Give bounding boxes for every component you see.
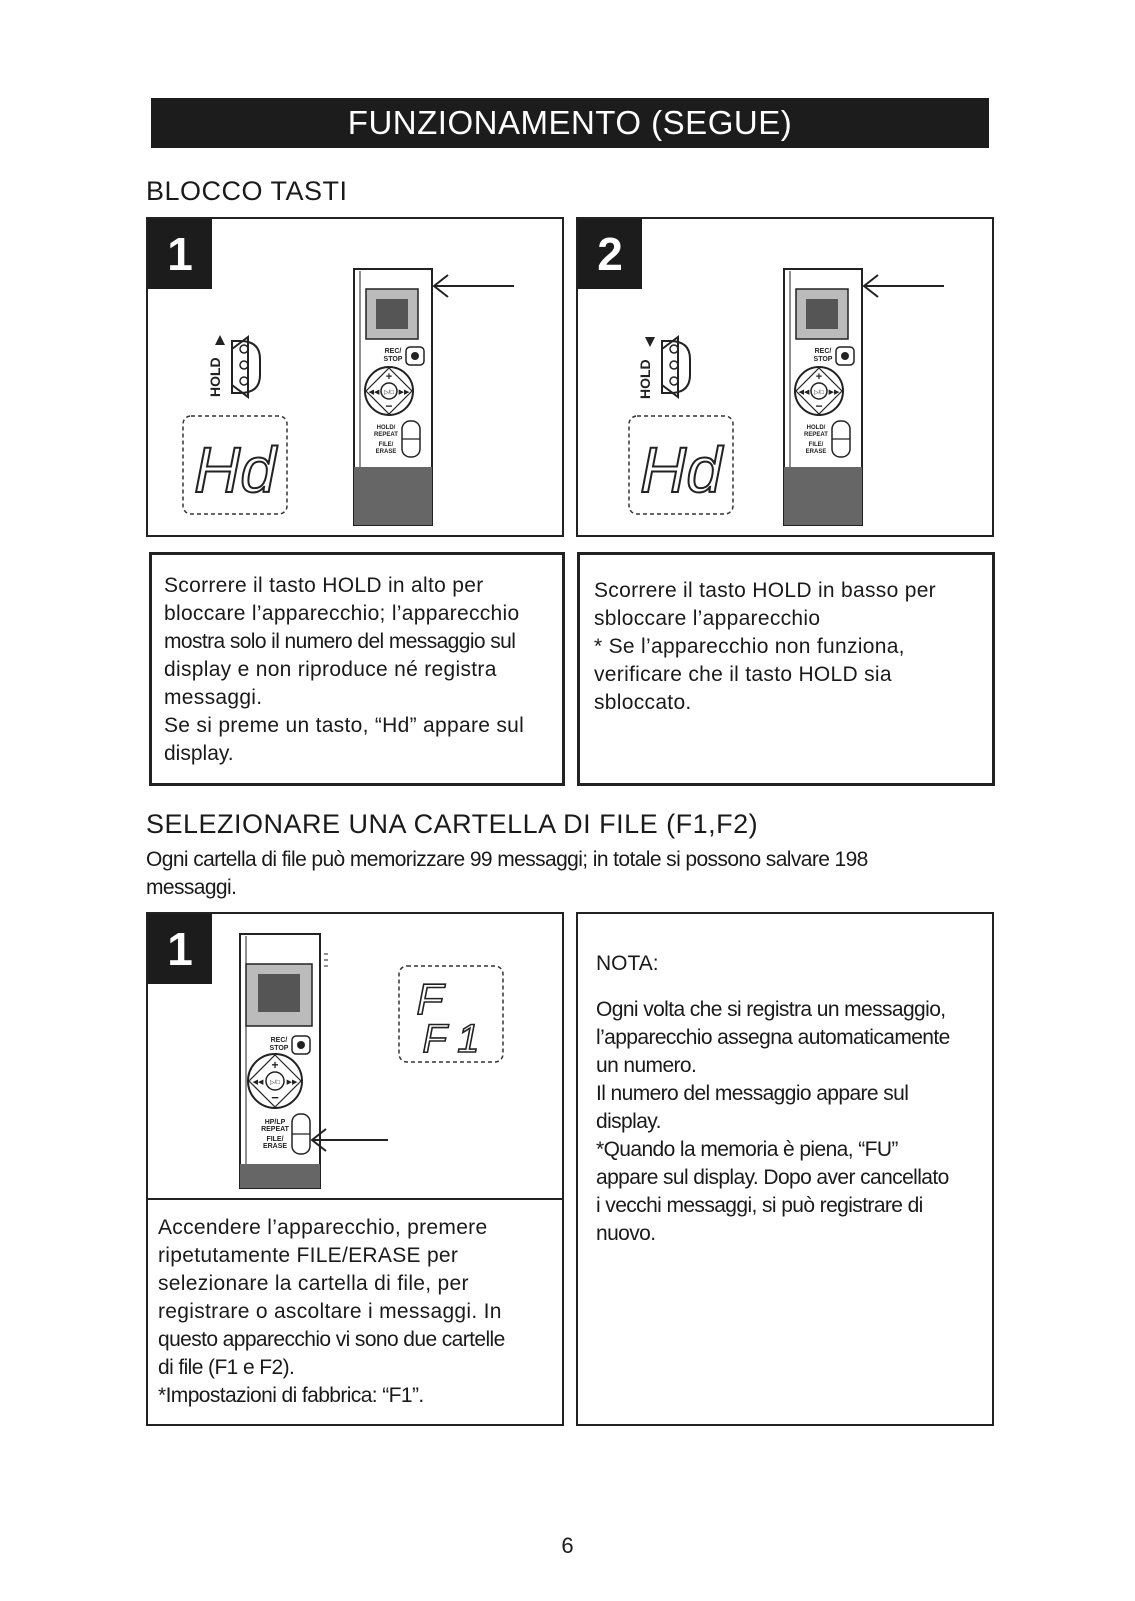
note-line: i vecchi messaggi, si può registrare di bbox=[596, 1194, 923, 1217]
caption-line: *Impostazioni di fabbrica: “F1”. bbox=[158, 1384, 424, 1407]
caption-line: Scorrere il tasto HOLD in basso per bbox=[594, 579, 936, 602]
rec-stop-label-1: REC/ bbox=[270, 1037, 288, 1044]
step-number: 1 bbox=[148, 914, 212, 984]
page-banner: FUNZIONAMENTO (SEGUE) bbox=[151, 98, 989, 148]
hp-lp-label-1: HP/LP bbox=[264, 1119, 286, 1126]
caption-line: mostra solo il numero del messaggio sul bbox=[164, 630, 516, 653]
folder-step1-caption bbox=[158, 1214, 558, 1410]
intro-line: messaggi. bbox=[146, 876, 237, 899]
rec-stop-label-2: STOP bbox=[813, 356, 833, 363]
note-line: *Quando la memoria è piena, “FU” bbox=[596, 1138, 898, 1161]
folder-step1-box bbox=[146, 912, 564, 1426]
next-label: ▶▶ bbox=[286, 1079, 298, 1086]
note-line: nuovo. bbox=[596, 1222, 656, 1245]
caption-line: messaggi. bbox=[164, 686, 263, 709]
next-label: ▶▶ bbox=[828, 389, 840, 396]
play-label: ▷/□ bbox=[384, 390, 394, 396]
lcd-hd-text: Hd bbox=[194, 434, 276, 506]
caption-line: di file (F1 e F2). bbox=[158, 1356, 295, 1379]
file-erase-label-1: FILE/ bbox=[266, 1136, 284, 1143]
file-erase-label-2: ERASE bbox=[375, 449, 397, 455]
lcd-display-f1-icon bbox=[148, 914, 566, 1204]
hold-step2-caption bbox=[577, 552, 995, 786]
caption-line: display. bbox=[164, 742, 234, 765]
plus-label: + bbox=[815, 371, 823, 383]
lcd-f-top: F bbox=[416, 975, 444, 1024]
caption-line: Se si preme un tasto, “Hd” appare sul bbox=[164, 714, 525, 737]
step-number: 1 bbox=[148, 219, 212, 289]
caption-line: selezionare la cartella di file, per bbox=[158, 1272, 469, 1295]
note-line: display. bbox=[596, 1110, 661, 1133]
caption-line: Scorrere il tasto HOLD in alto per bbox=[164, 574, 484, 597]
rec-stop-label-1: REC/ bbox=[814, 348, 832, 355]
caption-line: verificare che il tasto HOLD sia bbox=[594, 663, 892, 686]
lcd-hd-text: Hd bbox=[640, 434, 722, 506]
page-number: 6 bbox=[561, 1533, 574, 1558]
hold-repeat-label-2: REPEAT bbox=[374, 432, 398, 438]
minus-label: − bbox=[271, 1090, 279, 1105]
rec-stop-label-2: STOP bbox=[383, 356, 403, 363]
hold-label: HOLD bbox=[637, 359, 653, 399]
step-number: 2 bbox=[578, 219, 642, 289]
section-heading-selezionare: SELEZIONARE UNA CARTELLA DI FILE (F1,F2) bbox=[146, 809, 759, 839]
prev-label: ◀◀ bbox=[252, 1079, 264, 1086]
caption-line: registrare o ascoltare i messaggi. In bbox=[158, 1300, 502, 1323]
play-label: ▷/□ bbox=[270, 1080, 280, 1086]
prev-label: ◀◀ bbox=[798, 389, 810, 396]
play-label: ▷/□ bbox=[814, 390, 824, 396]
hold-step1-caption bbox=[149, 552, 565, 786]
caption-line: Accendere l’apparecchio, premere bbox=[158, 1216, 488, 1239]
caption-line: * Se l’apparecchio non funziona, bbox=[594, 635, 905, 658]
caption-line: questo apparecchio vi sono due cartelle bbox=[158, 1328, 505, 1351]
note-line: Ogni volta che si registra un messaggio, bbox=[596, 998, 946, 1021]
note-title: NOTA: bbox=[596, 952, 659, 975]
recorder-device-icon bbox=[578, 219, 996, 539]
plus-label: + bbox=[385, 371, 393, 383]
divider bbox=[148, 1198, 562, 1200]
note-line: Il numero del messaggio appare sul bbox=[596, 1082, 909, 1105]
lcd-f1-bottom: F 1 bbox=[422, 1017, 480, 1061]
file-erase-label-1: FILE/ bbox=[808, 442, 824, 448]
recorder-device-icon bbox=[148, 219, 566, 539]
hold-repeat-label-2: REPEAT bbox=[804, 432, 828, 438]
caption-line: sbloccare l’apparecchio bbox=[594, 607, 821, 630]
next-label: ▶▶ bbox=[398, 389, 410, 396]
section-heading-blocco-tasti: BLOCCO TASTI bbox=[146, 176, 348, 206]
intro-line: Ogni cartella di file può memorizzare 99 messaggi; in totale si possono salvare 198 bbox=[146, 848, 868, 871]
rec-stop-label-1: REC/ bbox=[384, 348, 402, 355]
hp-lp-label-2: REPEAT bbox=[261, 1126, 289, 1133]
minus-label: − bbox=[815, 399, 823, 413]
note-line: appare sul display. Dopo aver cancellato bbox=[596, 1166, 949, 1189]
file-erase-label-2: ERASE bbox=[262, 1143, 288, 1150]
hold-repeat-label-1: HOLD/ bbox=[376, 425, 396, 431]
note-body bbox=[596, 996, 992, 1248]
note-box bbox=[576, 912, 994, 1426]
hold-repeat-label-1: HOLD/ bbox=[806, 425, 826, 431]
note-line: l’apparecchio assegna automaticamente bbox=[596, 1026, 950, 1049]
hold-step1-illustration bbox=[146, 217, 564, 537]
plus-label: + bbox=[271, 1058, 279, 1072]
hold-step2-illustration bbox=[576, 217, 994, 537]
prev-label: ◀◀ bbox=[368, 389, 380, 396]
minus-label: − bbox=[385, 399, 393, 413]
caption-line: ripetutamente FILE/ERASE per bbox=[158, 1244, 459, 1267]
note-line: un numero. bbox=[596, 1054, 697, 1077]
hold-label: HOLD bbox=[207, 357, 223, 397]
rec-stop-label-2: STOP bbox=[269, 1045, 289, 1052]
caption-line: bloccare l’apparecchio; l’apparecchio bbox=[164, 602, 520, 625]
section2-intro bbox=[146, 846, 1006, 902]
file-erase-label-2: ERASE bbox=[805, 449, 827, 455]
caption-line: sbloccato. bbox=[594, 691, 692, 714]
caption-line: display e non riproduce né registra bbox=[164, 658, 497, 681]
file-erase-label-1: FILE/ bbox=[378, 442, 394, 448]
